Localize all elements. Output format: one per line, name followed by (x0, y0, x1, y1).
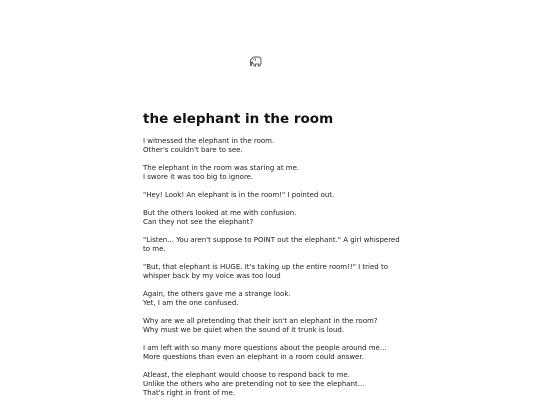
paragraph (143, 164, 405, 182)
elephant-icon (249, 56, 263, 68)
paragraph-line: Yet, I am the one confused. (143, 299, 239, 307)
paragraph-line: "Listen... You aren't suppose to POINT out the elephant." A girl whispered (143, 236, 400, 244)
paragraph-line: whisper back by my voice was too loud (143, 272, 281, 280)
paragraph-line: Other's couldn't bare to see. (143, 146, 243, 154)
paragraph-line: I witnessed the elephant in the room. (143, 137, 275, 145)
paragraph (143, 236, 405, 254)
paragraph-line: "But, that elephant is HUGE. It's taking up the entire room!!" I tried to (143, 263, 389, 271)
paragraph-line: More questions than even an elephant in a room could answer. (143, 353, 364, 361)
paragraph-line: to me. (143, 245, 166, 253)
paragraph-line: Atleast, the elephant would choose to respond back to me. (143, 371, 350, 379)
paragraph-line: I swore it was too big to ignore. (143, 173, 254, 181)
post-title: the elephant in the room (143, 111, 334, 127)
paragraph-line: Again, the others gave me a strange look. (143, 290, 291, 298)
paragraph-line: The elephant in the room was staring at me. (143, 164, 300, 172)
paragraph (143, 137, 405, 155)
paragraph-line: That's right in front of me. (143, 389, 236, 397)
paragraph (143, 344, 405, 362)
paragraph-line: I am left with so many more questions about the people around me... (143, 344, 387, 352)
paragraph (143, 317, 405, 335)
paragraph-line: Unlike the others who are pretending not to see the elephant... (143, 380, 365, 388)
paragraph (143, 290, 405, 308)
paragraph-line: Can they not see the elephant? (143, 218, 254, 226)
paragraph (143, 371, 405, 398)
paragraph (143, 263, 405, 281)
post-content (143, 110, 405, 405)
paragraph-line: But the others looked at me with confusion. (143, 209, 297, 217)
paragraph-line: "Hey! Look! An elephant is in the room!" I pointed out. (143, 191, 335, 199)
paragraph (143, 191, 405, 200)
paragraph-line: Why are we all pretending that their isn't an elephant in the room? (143, 317, 378, 325)
paragraph (143, 209, 405, 227)
post-body (143, 137, 405, 398)
paragraph-line: Why must we be quiet when the sound of it trunk is loud. (143, 326, 345, 334)
